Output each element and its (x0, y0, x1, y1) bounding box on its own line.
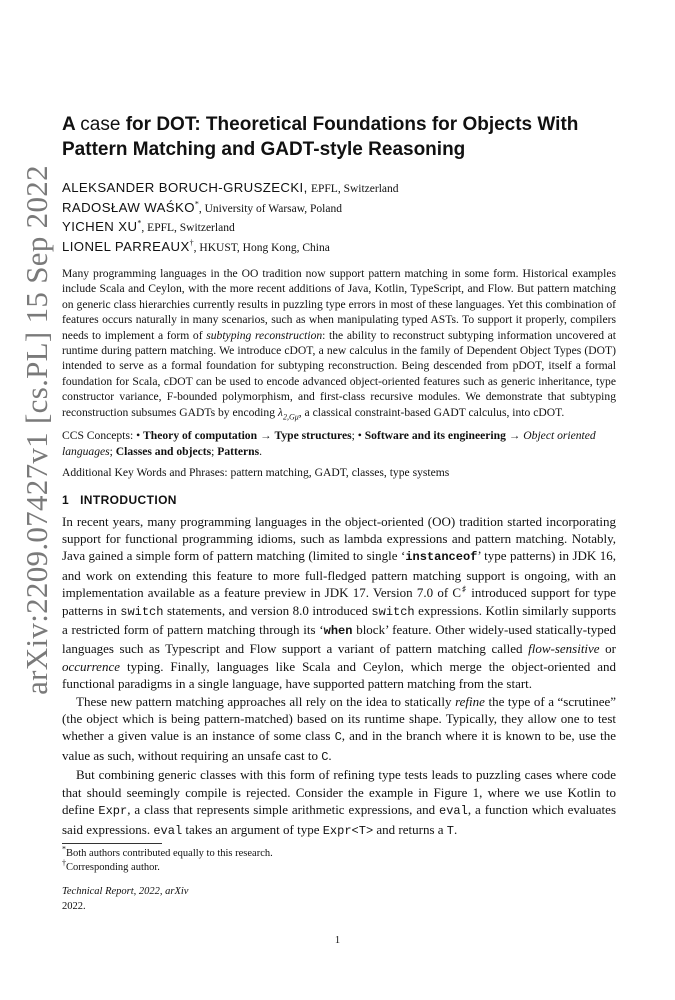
paragraph-3: But combining generic classes with this form of refining type tests leads to puzzling cases where code that should seemingly compile is rejected. Consider the example in Figure 1, where we use Kotlin to define Expr, a class that represents simple arithmetic expressions, and eval, a function which evaluates said expressions. eval takes an argument of type Expr<T> and returns a T. (62, 767, 616, 838)
keywords: Additional Key Words and Phrases: pattern matching, GADT, classes, type systems (62, 466, 450, 480)
paper-title: A case for DOT: Theoretical Foundations for Objects With Pattern Matching and GADT-style Reasoning (62, 114, 579, 160)
arxiv-identifier-text: arXiv:2209.07427v1 [cs.PL] 15 Sep 2022 (19, 165, 54, 695)
footnotes (62, 843, 616, 875)
paper-content (62, 112, 616, 840)
author-1 (62, 179, 616, 199)
author-4 (62, 238, 616, 258)
footnote-rule (62, 843, 162, 844)
author-list (62, 179, 616, 257)
page-number: 1 (334, 935, 341, 946)
section-title: INTRODUCTION (80, 492, 177, 507)
report-year: 2022. (62, 900, 86, 912)
author-name: RADOSŁAW WAŚKO (62, 199, 195, 215)
title-case-word: case (80, 114, 121, 135)
footnote-1: *Both authors contributed equally to this research. (62, 844, 273, 859)
author-name: LIONEL PARREAUX (62, 238, 190, 254)
author-footnote-mark: * (137, 218, 142, 228)
section-number: 1 (62, 492, 70, 507)
author-affiliation: , University of Warsaw, Poland (198, 202, 342, 215)
abstract: Many programming languages in the OO tradition now support pattern matching in some form. Historical examples include Scala and Ceylon, with the more recent additions of Java, Kotlin, TypeScript, and Flow. But pattern matching on generic class hierarchies currently results in puzzling type errors in most of these languages. Yet this combination of features occurs naturally in many scenarios, such as when manipulating typed ASTs. To support it properly, compilers needs to implement a form of subtyping reconstruction: the ability to reconstruct subtyping information uncovered at runtime during pattern matching. We introduce cDOT, a new calculus in the family of Dependent Object Types (DOT) intended to serve as a formal foundation for subtyping reconstruction. Being descended from pDOT, itself a formal foundation for Scala, cDOT can be used to encode advanced object-oriented features such as generic inheritance, type constructor variance, F-bounded polymorphism, and first-class recursive modules. We demonstrate that subtyping reconstruction subsumes GADTs by encoding $\lambda_{2,G\mu}$, a classical constraint-based GADT calculus, into cDOT. (62, 267, 617, 421)
report-venue: Technical Report, 2022, arXiv (62, 886, 189, 897)
introduction-body (62, 513, 616, 840)
author-footnote-mark: † (189, 238, 194, 248)
author-name: ALEKSANDER BORUCH-GRUSZECKI, (62, 180, 308, 195)
author-affiliation: EPFL, Switzerland (310, 183, 399, 195)
report-info (62, 885, 188, 914)
ccs-concepts: CCS Concepts: • Theory of computation → Type structures; • Software and its engineering → Object oriented languages; Classes and objects; Patterns. (62, 429, 596, 458)
author-2 (62, 199, 616, 219)
author-name: YICHEN XU (62, 219, 138, 234)
paragraph-1: In recent years, many programming languages in the object-oriented (OO) tradition started incorporating support for functional programming idioms, such as lambda expressions and pattern matching. Notably, Java gained a simple form of pattern matching (limited to single ‘instanceof’ type patterns) in JDK 16, and work on extending this feature to more full-fledged pattern matching support is ongoing, with an implementation available as a feature preview in JDK 17. Version 7.0 of C♯ introduced support for type patterns in switch statements, and version 8.0 introduced switch expressions. Kotlin similarly supports a restricted form of pattern matching through its ‘when block’ feature. Other widely-used statically-typed languages such as Typescript and Flow support a variant of pattern matching called flow-sensitive or occurrence typing. Finally, languages like Scala and Ceylon, which merge the object-oriented and functional paradigms in a single language, have supported pattern matching from the start. (62, 513, 617, 692)
author-affiliation: , EPFL, Switzerland (141, 222, 235, 234)
author-footnote-mark: * (194, 199, 199, 209)
section-heading-introduction (62, 493, 616, 507)
paragraph-2: These new pattern matching approaches all rely on the idea to statically refine the type of a “scrutinee” (the object which is being pattern-matched) based on its runtime shape. Typically, they allow one to test whether a given value is an instance of some class C, and in the branch where it is known to be, use the value as such, without requiring an unsafe cast to C. (62, 693, 617, 764)
author-3 (62, 218, 616, 238)
footnote-2: †Corresponding author. (62, 858, 160, 873)
author-affiliation: , HKUST, Hong Kong, China (193, 241, 330, 254)
lambda-symbol: λ (277, 405, 283, 419)
